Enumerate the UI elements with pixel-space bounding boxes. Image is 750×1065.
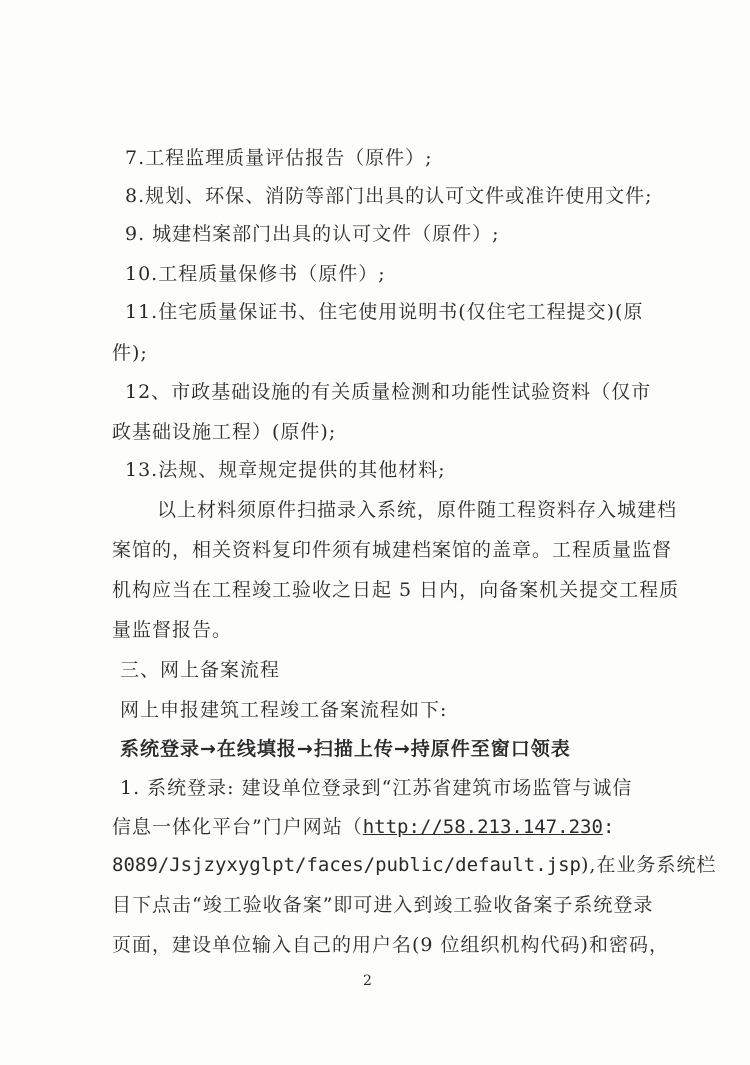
item-12-line1: 12、市政基础设施的有关质量检测和功能性试验资料（仅市 xyxy=(125,381,652,403)
item-11-line2: 件); xyxy=(112,342,148,364)
portal-url-part-2[interactable]: 8089/Jsjzyxyglpt/faces/public/default.jsp xyxy=(112,854,581,876)
portal-url-colon: : xyxy=(602,816,615,838)
step-1-label: 1. 系统登录: xyxy=(120,777,235,799)
step-1-text: 建设单位登录到“江苏省建筑市场监管与诚信 xyxy=(234,777,633,799)
paragraph-line-4: 量监督报告。 xyxy=(112,619,233,641)
step-1-line-3-text: ),在业务系统栏 xyxy=(581,854,717,876)
step-1-line-3 xyxy=(112,853,716,877)
paragraph-line-2: 案馆的，相关资料复印件须有城建档案馆的盖章。工程质量监督 xyxy=(112,539,673,561)
item-10: 10.工程质量保修书（原件）; xyxy=(125,263,386,285)
item-11-line1: 11.住宅质量保证书、住宅使用说明书(仅住宅工程提交)(原 xyxy=(125,301,644,323)
portal-url-part-1[interactable]: http://58.213.147.230 xyxy=(362,816,603,838)
flow-summary: 系统登录→在线填报→扫描上传→持原件至窗口领表 xyxy=(120,738,571,760)
section-heading: 三、网上备案流程 xyxy=(120,659,281,681)
portal-text: 信息一体化平台”门户网站（ xyxy=(112,816,363,838)
item-7: 7.工程监理质量评估报告（原件）; xyxy=(125,147,433,169)
paragraph-line-3: 机构应当在工程竣工验收之日起 5 日内，向备案机关提交工程质 xyxy=(112,579,680,601)
step-1-line-2 xyxy=(112,815,614,839)
item-8: 8.规划、环保、消防等部门出具的认可文件或准许使用文件; xyxy=(125,185,653,207)
item-9: 9. 城建档案部门出具的认可文件（原件）; xyxy=(125,223,500,245)
item-13: 13.法规、规章规定提供的其他材料; xyxy=(125,459,446,481)
step-1-line-4: 目下点击“竣工验收备案”即可进入到竣工验收备案子系统登录 xyxy=(112,894,654,916)
item-12-line2: 政基础设施工程）(原件); xyxy=(112,421,337,443)
step-1-line-5: 页面，建设单位输入自己的用户名(9 位组织机构代码)和密码， xyxy=(112,934,669,956)
paragraph-line-1: 以上材料须原件扫描录入系统，原件随工程资料存入城建档 xyxy=(157,499,678,521)
step-1-line-1 xyxy=(120,776,632,800)
section-intro: 网上申报建筑工程竣工备案流程如下: xyxy=(120,699,448,721)
page-number: 2 xyxy=(363,973,372,989)
